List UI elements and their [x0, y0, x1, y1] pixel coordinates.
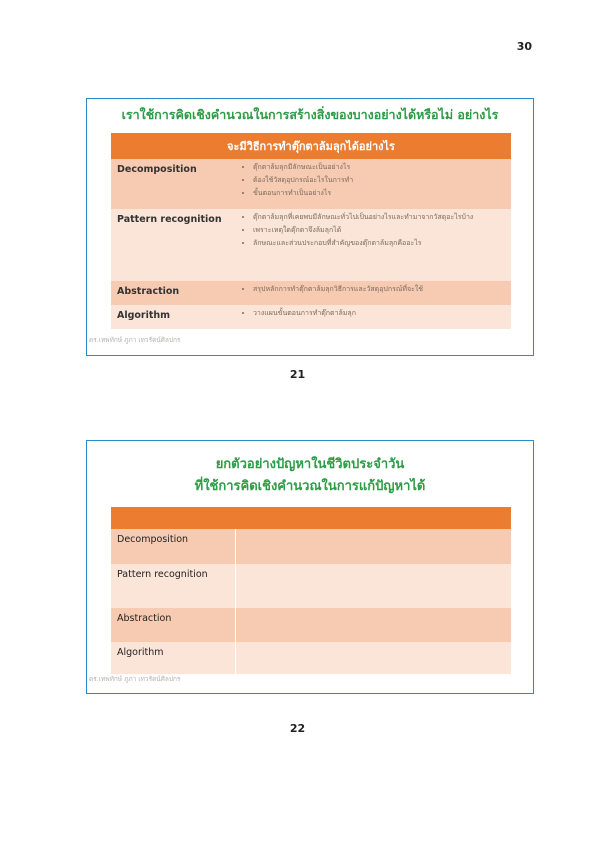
row-label: Decomposition	[117, 164, 197, 175]
list-item: • ลักษณะและส่วนประกอบที่สำคัญของตุ๊กตาล้มลุกคืออะไร	[253, 238, 505, 249]
list-item: • สรุปหลักการทำตุ๊กตาล้มลุกวิธีการและวัสดุอุปกรณ์ที่จะใช้	[253, 284, 505, 295]
problem-table	[111, 507, 511, 674]
table-row	[111, 281, 511, 305]
list-item: • ตุ๊กตาล้มลุกมีลักษณะเป็นอย่างไร	[253, 162, 505, 173]
table-row	[111, 305, 511, 329]
table-header	[111, 507, 511, 529]
row-content	[236, 608, 512, 642]
row-content	[236, 642, 512, 674]
table-row	[111, 608, 511, 642]
row-content	[235, 281, 511, 305]
slide-21	[86, 98, 534, 356]
row-label: Pattern recognition	[117, 569, 208, 580]
row-label: Algorithm	[117, 310, 171, 321]
row-content	[235, 209, 511, 281]
slide-credit: ดร.เทพทักษ์ ภูภา เทวรัตน์ศิลปกร	[89, 336, 181, 344]
row-label: Decomposition	[117, 534, 189, 545]
row-content	[235, 305, 511, 329]
slide-number: 22	[289, 722, 306, 735]
table-row	[111, 642, 511, 674]
row-label: Pattern recognition	[117, 214, 222, 225]
table-header-row	[111, 133, 511, 159]
row-label: Algorithm	[117, 647, 164, 658]
table-row	[111, 209, 511, 281]
slide-22-title-line1: ยกตัวอย่างปัญหาในชีวิตประจำวัน	[215, 457, 405, 472]
slide-21-title: เราใช้การคิดเชิงคำนวณในการสร้างสิ่งของบางอย่างได้หรือไม่ อย่างไร	[121, 107, 499, 122]
page-number: 30	[516, 40, 532, 53]
slide-22-title-line2: ที่ใช้การคิดเชิงคำนวณในการแก้ปัญหาได้	[194, 479, 426, 494]
list-item: • ขั้นตอนการทำเป็นอย่างไร	[253, 188, 505, 199]
slide-number: 21	[289, 368, 306, 381]
table-header-row	[111, 507, 511, 529]
list-item: • ตุ๊กตาล้มลุกที่เคยพบมีลักษณะทั่วไปเป็นอย่างไรและทำมาจากวัสดุอะไรบ้าง	[253, 212, 505, 223]
list-item: • วางแผนขั้นตอนการทำตุ๊กตาล้มลุก	[253, 308, 505, 319]
table-header: จะมีวิธีการทำตุ๊กตาล้มลุกได้อย่างไร	[227, 140, 395, 153]
row-content	[236, 529, 512, 564]
row-label: Abstraction	[117, 286, 180, 297]
row-content	[236, 564, 512, 608]
list-item: • ต้องใช้วัสดุอุปกรณ์อะไรในการทำ	[253, 175, 505, 186]
slide-credit: ดร.เทพทักษ์ ภูภา เทวรัตน์ศิลปกร	[89, 675, 181, 683]
list-item: • เพราะเหตุใดตุ๊กตาจึงล้มลุกได้	[253, 225, 505, 236]
row-label: Abstraction	[117, 613, 172, 624]
decomposition-table	[111, 133, 511, 329]
table-row	[111, 159, 511, 209]
slide-22	[86, 440, 534, 694]
table-row	[111, 564, 511, 608]
row-content	[235, 159, 511, 209]
table-row	[111, 529, 511, 564]
